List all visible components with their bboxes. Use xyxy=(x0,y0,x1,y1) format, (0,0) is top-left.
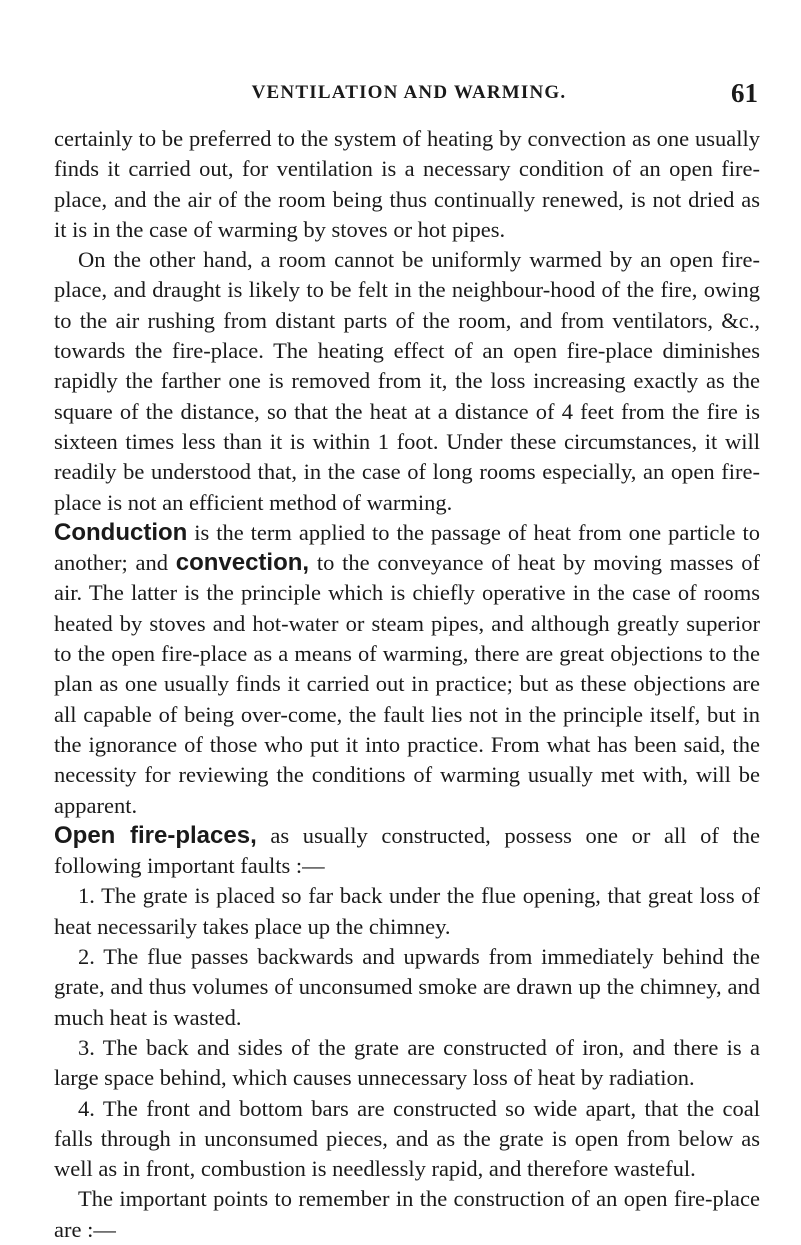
paragraph-conduction-text-1: is the term applied to the passage of heat from one particle to another; and xyxy=(54,519,760,576)
term-convection: convection, xyxy=(175,549,310,577)
paragraph-continuation: certainly to be preferred to the system of heating by convection as one usually finds it carried out, for ventilation is a necessary condition of an open fire-place, and the air of the room being thus continually renewed, is not dried as it is in the case of warming by stoves or hot pipes. xyxy=(54,126,760,242)
body-text xyxy=(54,124,760,1245)
list-item-fault-1: 1. The grate is placed so far back under the flue opening, that great loss of heat necessarily takes place up the chimney. xyxy=(54,883,760,939)
paragraph-open-fire-places xyxy=(54,821,760,882)
term-conduction: Conduction xyxy=(54,518,188,546)
paragraph-open-fire-places-text: as usually constructed, possess one or all of the following important faults :— xyxy=(54,822,760,879)
paragraph-conduction xyxy=(54,518,760,821)
list-item-fault-4: 4. The front and bottom bars are constructed so wide apart, that the coal falls through in unconsumed pieces, and as the grate is open from below as well as in front, combustion is needlessly rapid, and therefore wasteful. xyxy=(54,1095,760,1182)
paragraph-important-points: The important points to remember in the construction of an open fire-place are :— xyxy=(54,1186,760,1242)
list-item-fault-3: 3. The back and sides of the grate are constructed of iron, and there is a large space behind, which causes unnecessary loss of heat by radiation. xyxy=(54,1034,760,1091)
paragraph-conduction-text-2: to the conveyance of heat by moving masses of air. The latter is the principle which is chiefly operative in the case of rooms heated by stoves and hot-water or steam pipes, and although greatly superior to the open fire-place as a means of warming, there are great objections to the plan as one usually finds it carried out in practice; but as these objections are all capable of being over-come, the fault lies not in the principle itself, but in the ignorance of those who put it into practice. From what has been said, the necessity for reviewing the conditions of warming usually met with, will be apparent. xyxy=(54,550,760,818)
term-open-fire-places: Open fire-places, xyxy=(54,821,257,849)
paragraph-heating-effect: On the other hand, a room cannot be uniformly warmed by an open fire-place, and draught is likely to be felt in the neighbour-hood of the fire, owing to the air rushing from distant parts of the room, and from ventilators, &c., towards the fire-place. The heating effect of an open fire-place diminishes rapidly the farther one is removed from it, the loss increasing exactly as the square of the distance, so that the heat at a distance of 4 feet from the fire is sixteen times less than it is within 1 foot. Under these circumstances, it will readily be understood that, in the case of long rooms especially, an open fire-place is not an efficient method of warming. xyxy=(54,247,760,515)
running-head xyxy=(60,78,758,108)
running-title: VENTILATION AND WARMING. xyxy=(251,82,567,103)
page-number: 61 xyxy=(731,78,758,108)
list-item-fault-2: 2. The flue passes backwards and upwards from immediately behind the grate, and thus volumes of unconsumed smoke are drawn up the chimney, and much heat is wasted. xyxy=(54,944,760,1030)
